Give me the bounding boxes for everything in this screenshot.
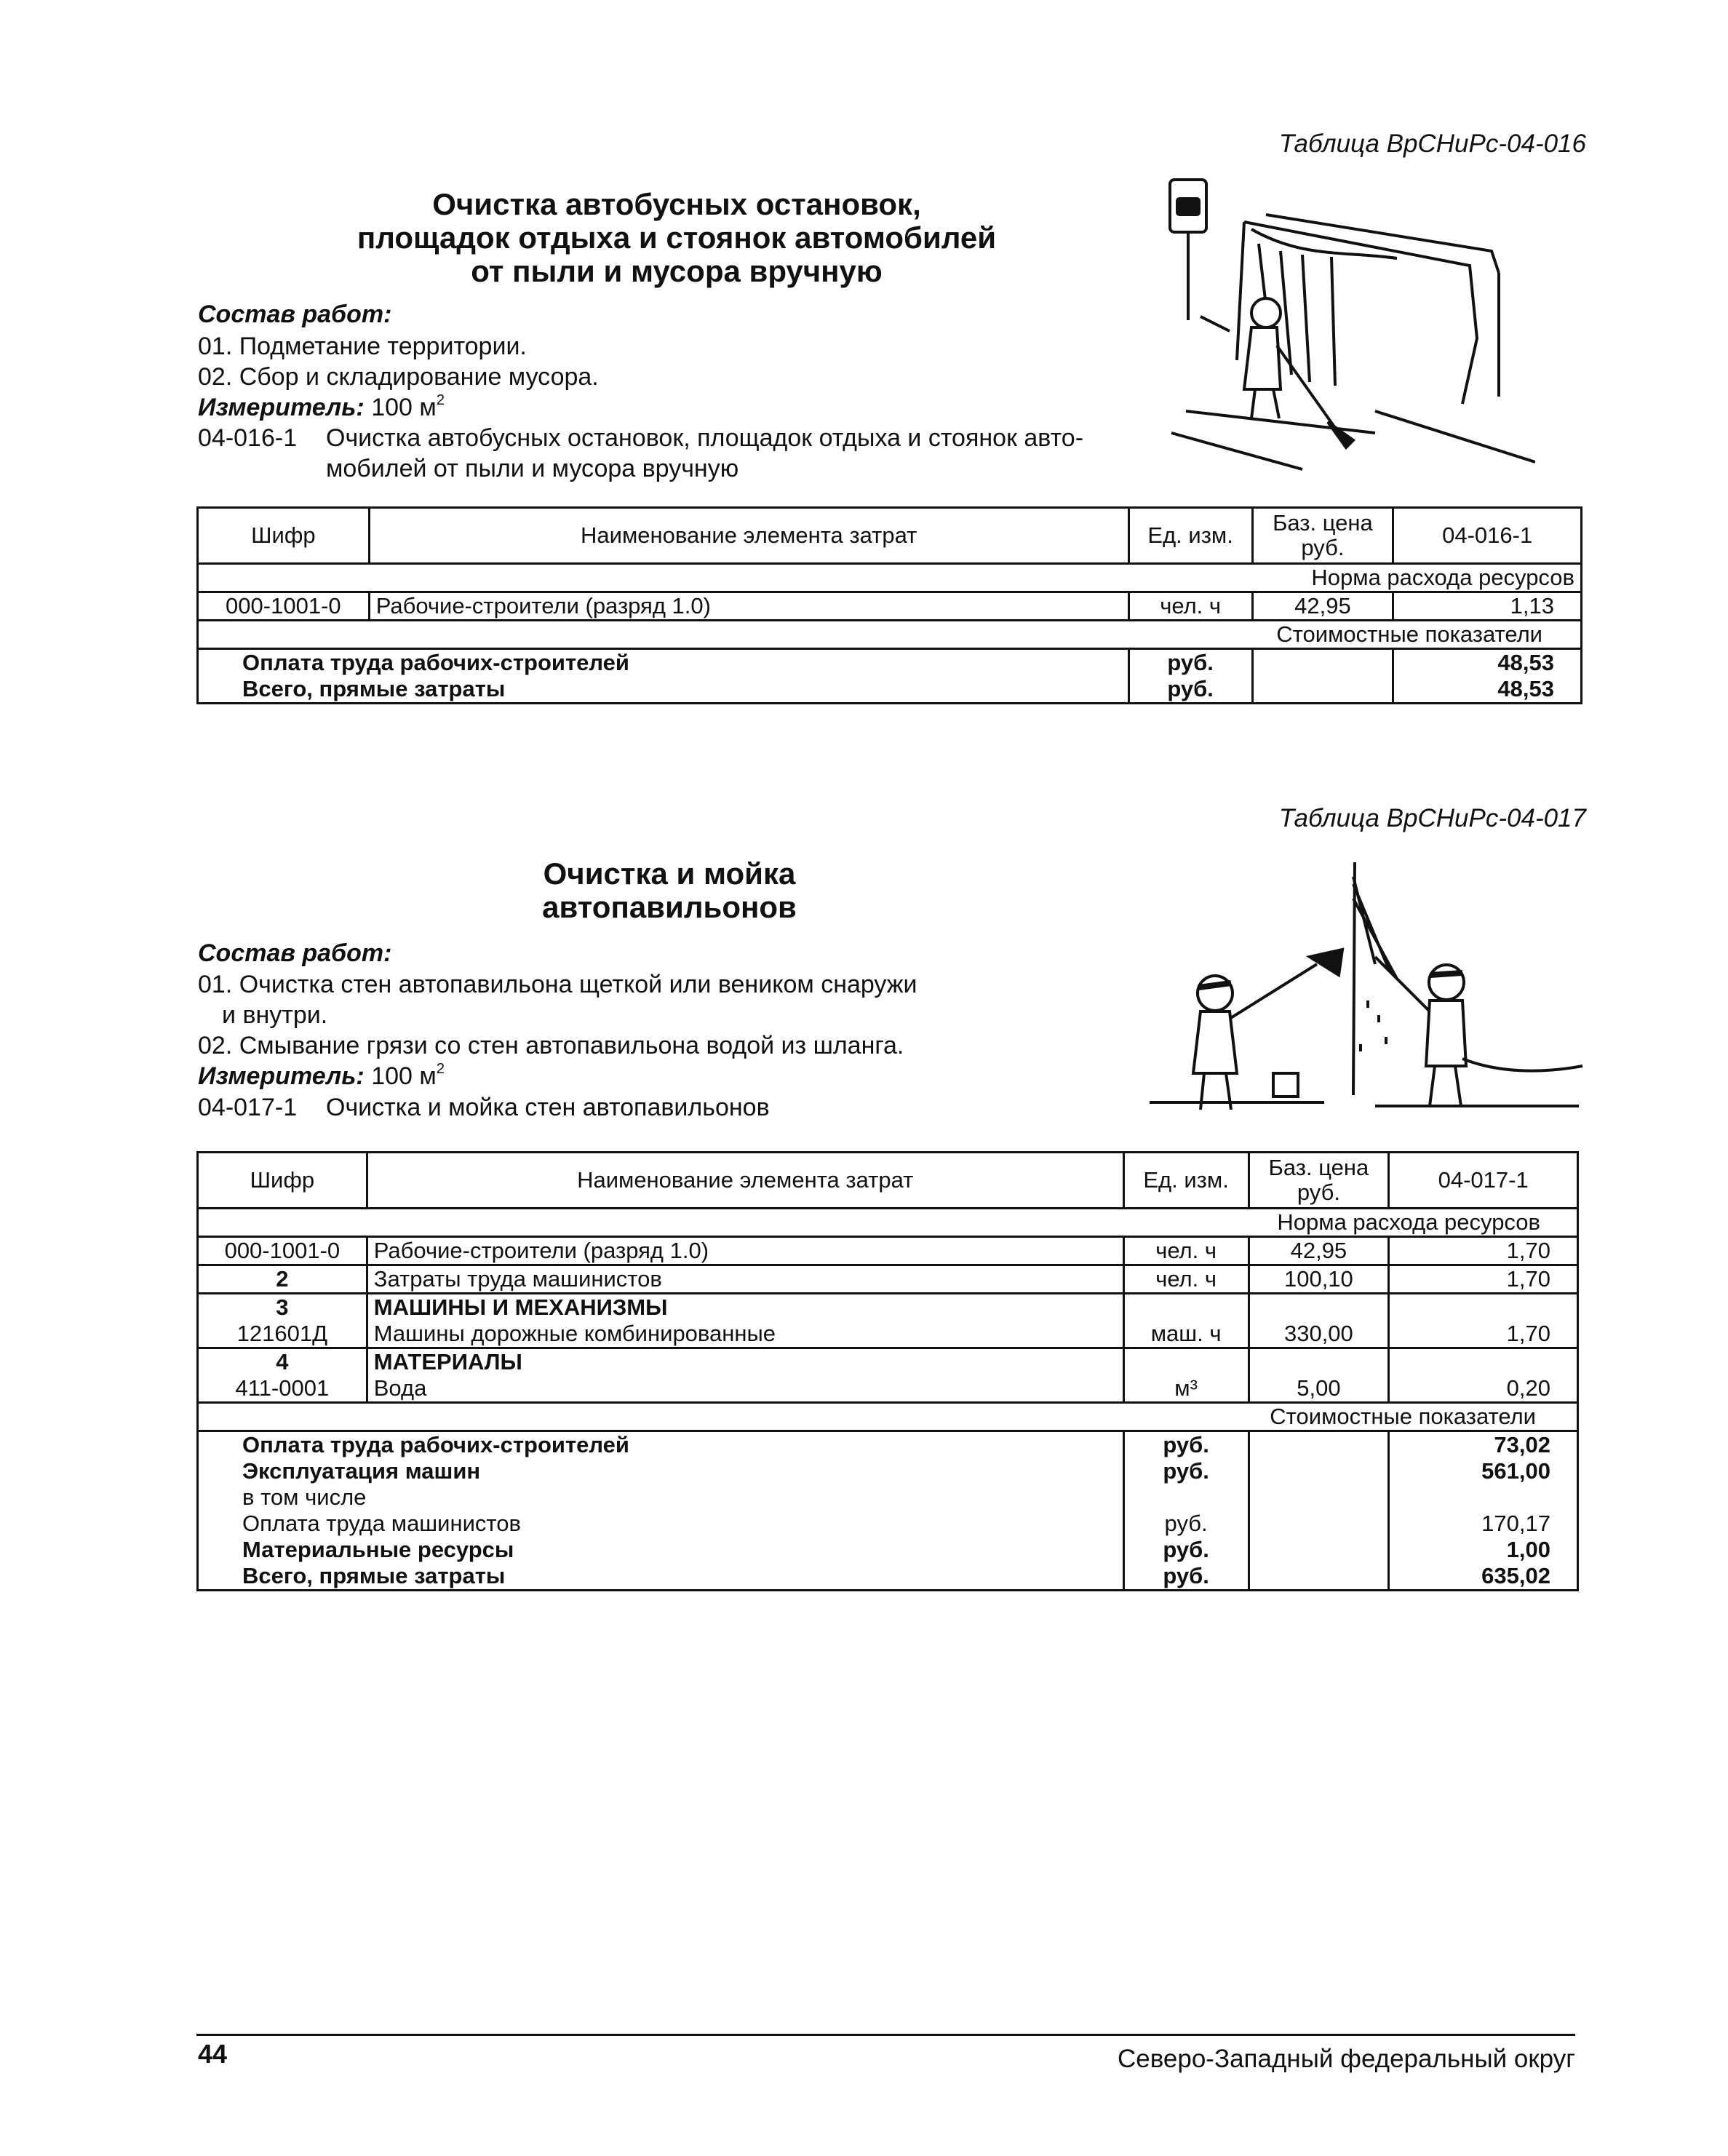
cost-unit: руб.	[1123, 1458, 1249, 1484]
page-number: 44	[198, 2039, 228, 2069]
washing-illustration	[1135, 855, 1586, 1142]
meter-value: 100 м	[371, 1062, 437, 1090]
cost-row	[198, 1563, 1578, 1591]
table-row	[198, 1375, 1578, 1403]
cost-unit	[1123, 1484, 1249, 1511]
norm-row	[198, 564, 1582, 592]
work-item: 02. Сбор и складирование мусора.	[198, 363, 599, 391]
cost-empty	[1249, 1484, 1389, 1511]
meter-value: 100 м	[371, 394, 437, 421]
cost-unit: руб.	[1123, 1511, 1249, 1537]
title-line: Очистка автобусных остановок,	[432, 187, 921, 221]
cell-value: 1,70	[1389, 1265, 1578, 1294]
header-price: Баз. цена руб.	[1249, 1153, 1389, 1209]
cost-name: Оплата труда рабочих-строителей	[198, 649, 1129, 677]
cost-unit: руб.	[1123, 1563, 1249, 1591]
cell-value: 1,13	[1393, 592, 1582, 621]
cost-value: 48,53	[1393, 649, 1582, 677]
bus-stop-illustration	[1157, 171, 1535, 491]
cost-unit: руб.	[1128, 649, 1252, 677]
work-item: 01. Подметание территории.	[198, 333, 527, 360]
table-row	[198, 1348, 1578, 1376]
cell-cipher: 4	[198, 1348, 367, 1376]
cost-empty	[1249, 1511, 1389, 1537]
cell-price: 100,10	[1249, 1265, 1389, 1294]
table-row	[198, 1294, 1578, 1321]
header-cipher: Шифр	[198, 508, 370, 564]
cell-name: Рабочие-строители (разряд 1.0)	[367, 1237, 1123, 1265]
cost-name: Материальные ресурсы	[198, 1537, 1124, 1563]
cost-empty	[1252, 649, 1393, 677]
meter-sup: 2	[436, 1061, 445, 1077]
cost-name: Всего, прямые затраты	[198, 1563, 1124, 1591]
cost-header-row	[198, 1403, 1578, 1431]
cost-value: 1,00	[1389, 1537, 1578, 1563]
title-line: площадок отдыха и стоянок автомобилей	[357, 220, 997, 255]
cost-value: 73,02	[1389, 1431, 1578, 1459]
cost-value: 635,02	[1389, 1563, 1578, 1591]
table-row	[198, 1265, 1578, 1294]
cell-price	[1249, 1294, 1389, 1321]
header-code: 04-016-1	[1393, 508, 1582, 564]
section-title	[276, 188, 1077, 288]
cost-empty	[1252, 676, 1393, 704]
meter-label: Измеритель:	[198, 394, 365, 421]
cell-price: 5,00	[1249, 1375, 1389, 1403]
title-line: от пыли и мусора вручную	[471, 254, 883, 288]
work-item: 01. Очистка стен автопавильона щеткой или веником снаружи	[198, 971, 917, 998]
composition-label: Состав работ:	[198, 301, 392, 328]
cost-empty	[1249, 1431, 1389, 1459]
cost-empty	[1249, 1458, 1389, 1484]
cell-name: Затраты труда машинистов	[367, 1265, 1123, 1294]
header-name: Наименование элемента затрат	[369, 508, 1128, 564]
cost-row	[198, 1431, 1578, 1459]
norm-label: Норма расхода ресурсов	[198, 564, 1582, 592]
table-row	[198, 1321, 1578, 1348]
section-title	[466, 857, 873, 924]
cost-row	[198, 1537, 1578, 1563]
cost-unit: руб.	[1123, 1537, 1249, 1563]
cost-unit: руб.	[1123, 1431, 1249, 1459]
cost-row	[198, 1458, 1578, 1484]
header-price: Баз. цена руб.	[1252, 508, 1393, 564]
item-description: мобилей от пыли и мусора вручную	[326, 455, 739, 482]
item-code: 04-016-1	[198, 424, 298, 452]
cell-unit	[1123, 1348, 1249, 1376]
cell-price: 42,95	[1252, 592, 1393, 621]
cell-cipher: 121601Д	[198, 1321, 367, 1348]
cell-name: Машины дорожные комбинированные	[367, 1321, 1123, 1348]
cell-unit: чел. ч	[1128, 592, 1252, 621]
resource-table	[196, 506, 1582, 704]
meter-sup: 2	[436, 392, 445, 408]
footer-region: Северо-Западный федеральный округ	[1117, 2045, 1575, 2073]
cost-row	[198, 1484, 1578, 1511]
cost-unit: руб.	[1128, 676, 1252, 704]
item-description: Очистка и мойка стен автопавильонов	[326, 1094, 770, 1121]
cost-row	[198, 649, 1582, 677]
header-cipher: Шифр	[198, 1153, 367, 1209]
norm-label: Норма расхода ресурсов	[198, 1209, 1578, 1237]
cell-value: 1,70	[1389, 1321, 1578, 1348]
cost-value: 170,17	[1389, 1511, 1578, 1537]
cell-unit: чел. ч	[1123, 1265, 1249, 1294]
cost-name: Оплата труда машинистов	[198, 1511, 1124, 1537]
cell-unit: маш. ч	[1123, 1321, 1249, 1348]
resource-table	[196, 1151, 1579, 1591]
meter-line	[198, 393, 445, 423]
cost-header-row	[198, 621, 1582, 649]
cell-value	[1389, 1294, 1578, 1321]
cell-cipher: 411-0001	[198, 1375, 367, 1403]
table-number: Таблица ВрСНиРс-04-017	[1278, 804, 1586, 832]
table-header	[198, 1153, 1578, 1209]
cell-price: 330,00	[1249, 1321, 1389, 1348]
cost-empty	[1249, 1563, 1389, 1591]
cell-name: МАТЕРИАЛЫ	[367, 1348, 1123, 1376]
item-code: 04-017-1	[198, 1094, 298, 1121]
cell-value	[1389, 1348, 1578, 1376]
title-line: автопавильонов	[542, 890, 797, 924]
cell-name: Рабочие-строители (разряд 1.0)	[369, 592, 1128, 621]
meter-line	[198, 1062, 445, 1091]
cost-name: в том числе	[198, 1484, 1124, 1511]
table-number: Таблица ВрСНиРс-04-016	[1278, 130, 1586, 158]
cost-name: Эксплуатация машин	[198, 1458, 1124, 1484]
cell-price	[1249, 1348, 1389, 1376]
cell-unit	[1123, 1294, 1249, 1321]
cost-value	[1389, 1484, 1578, 1511]
cell-name: Вода	[367, 1375, 1123, 1403]
table-header	[198, 508, 1582, 564]
cost-empty	[1249, 1537, 1389, 1563]
cost-label: Стоимостные показатели	[198, 1403, 1578, 1431]
cell-cipher: 3	[198, 1294, 367, 1321]
table-row	[198, 1237, 1578, 1265]
cost-row	[198, 1511, 1578, 1537]
cost-row	[198, 676, 1582, 704]
cost-label: Стоимостные показатели	[198, 621, 1582, 649]
cell-value: 1,70	[1389, 1237, 1578, 1265]
work-item: и внутри.	[222, 1001, 328, 1029]
header-unit: Ед. изм.	[1123, 1153, 1249, 1209]
item-description: Очистка автобусных остановок, площадок отдыха и стоянок авто-	[326, 424, 1084, 452]
cell-unit: чел. ч	[1123, 1237, 1249, 1265]
cost-name: Всего, прямые затраты	[198, 676, 1129, 704]
norm-row	[198, 1209, 1578, 1237]
cell-cipher: 2	[198, 1265, 367, 1294]
cell-value: 0,20	[1389, 1375, 1578, 1403]
header-code: 04-017-1	[1389, 1153, 1578, 1209]
title-line: Очистка и мойка	[543, 856, 796, 891]
cost-name: Оплата труда рабочих-строителей	[198, 1431, 1124, 1459]
footer-rule	[196, 2034, 1575, 2036]
meter-label: Измеритель:	[198, 1062, 365, 1090]
header-name: Наименование элемента затрат	[367, 1153, 1123, 1209]
header-unit: Ед. изм.	[1128, 508, 1252, 564]
cell-unit: м³	[1123, 1375, 1249, 1403]
cell-name: МАШИНЫ И МЕХАНИЗМЫ	[367, 1294, 1123, 1321]
table-row	[198, 592, 1582, 621]
cost-value: 561,00	[1389, 1458, 1578, 1484]
cell-price: 42,95	[1249, 1237, 1389, 1265]
cell-cipher: 000-1001-0	[198, 1237, 367, 1265]
work-item: 02. Смывание грязи со стен автопавильона водой из шланга.	[198, 1032, 904, 1059]
cost-value: 48,53	[1393, 676, 1582, 704]
composition-label: Состав работ:	[198, 939, 392, 967]
cell-cipher: 000-1001-0	[198, 592, 370, 621]
